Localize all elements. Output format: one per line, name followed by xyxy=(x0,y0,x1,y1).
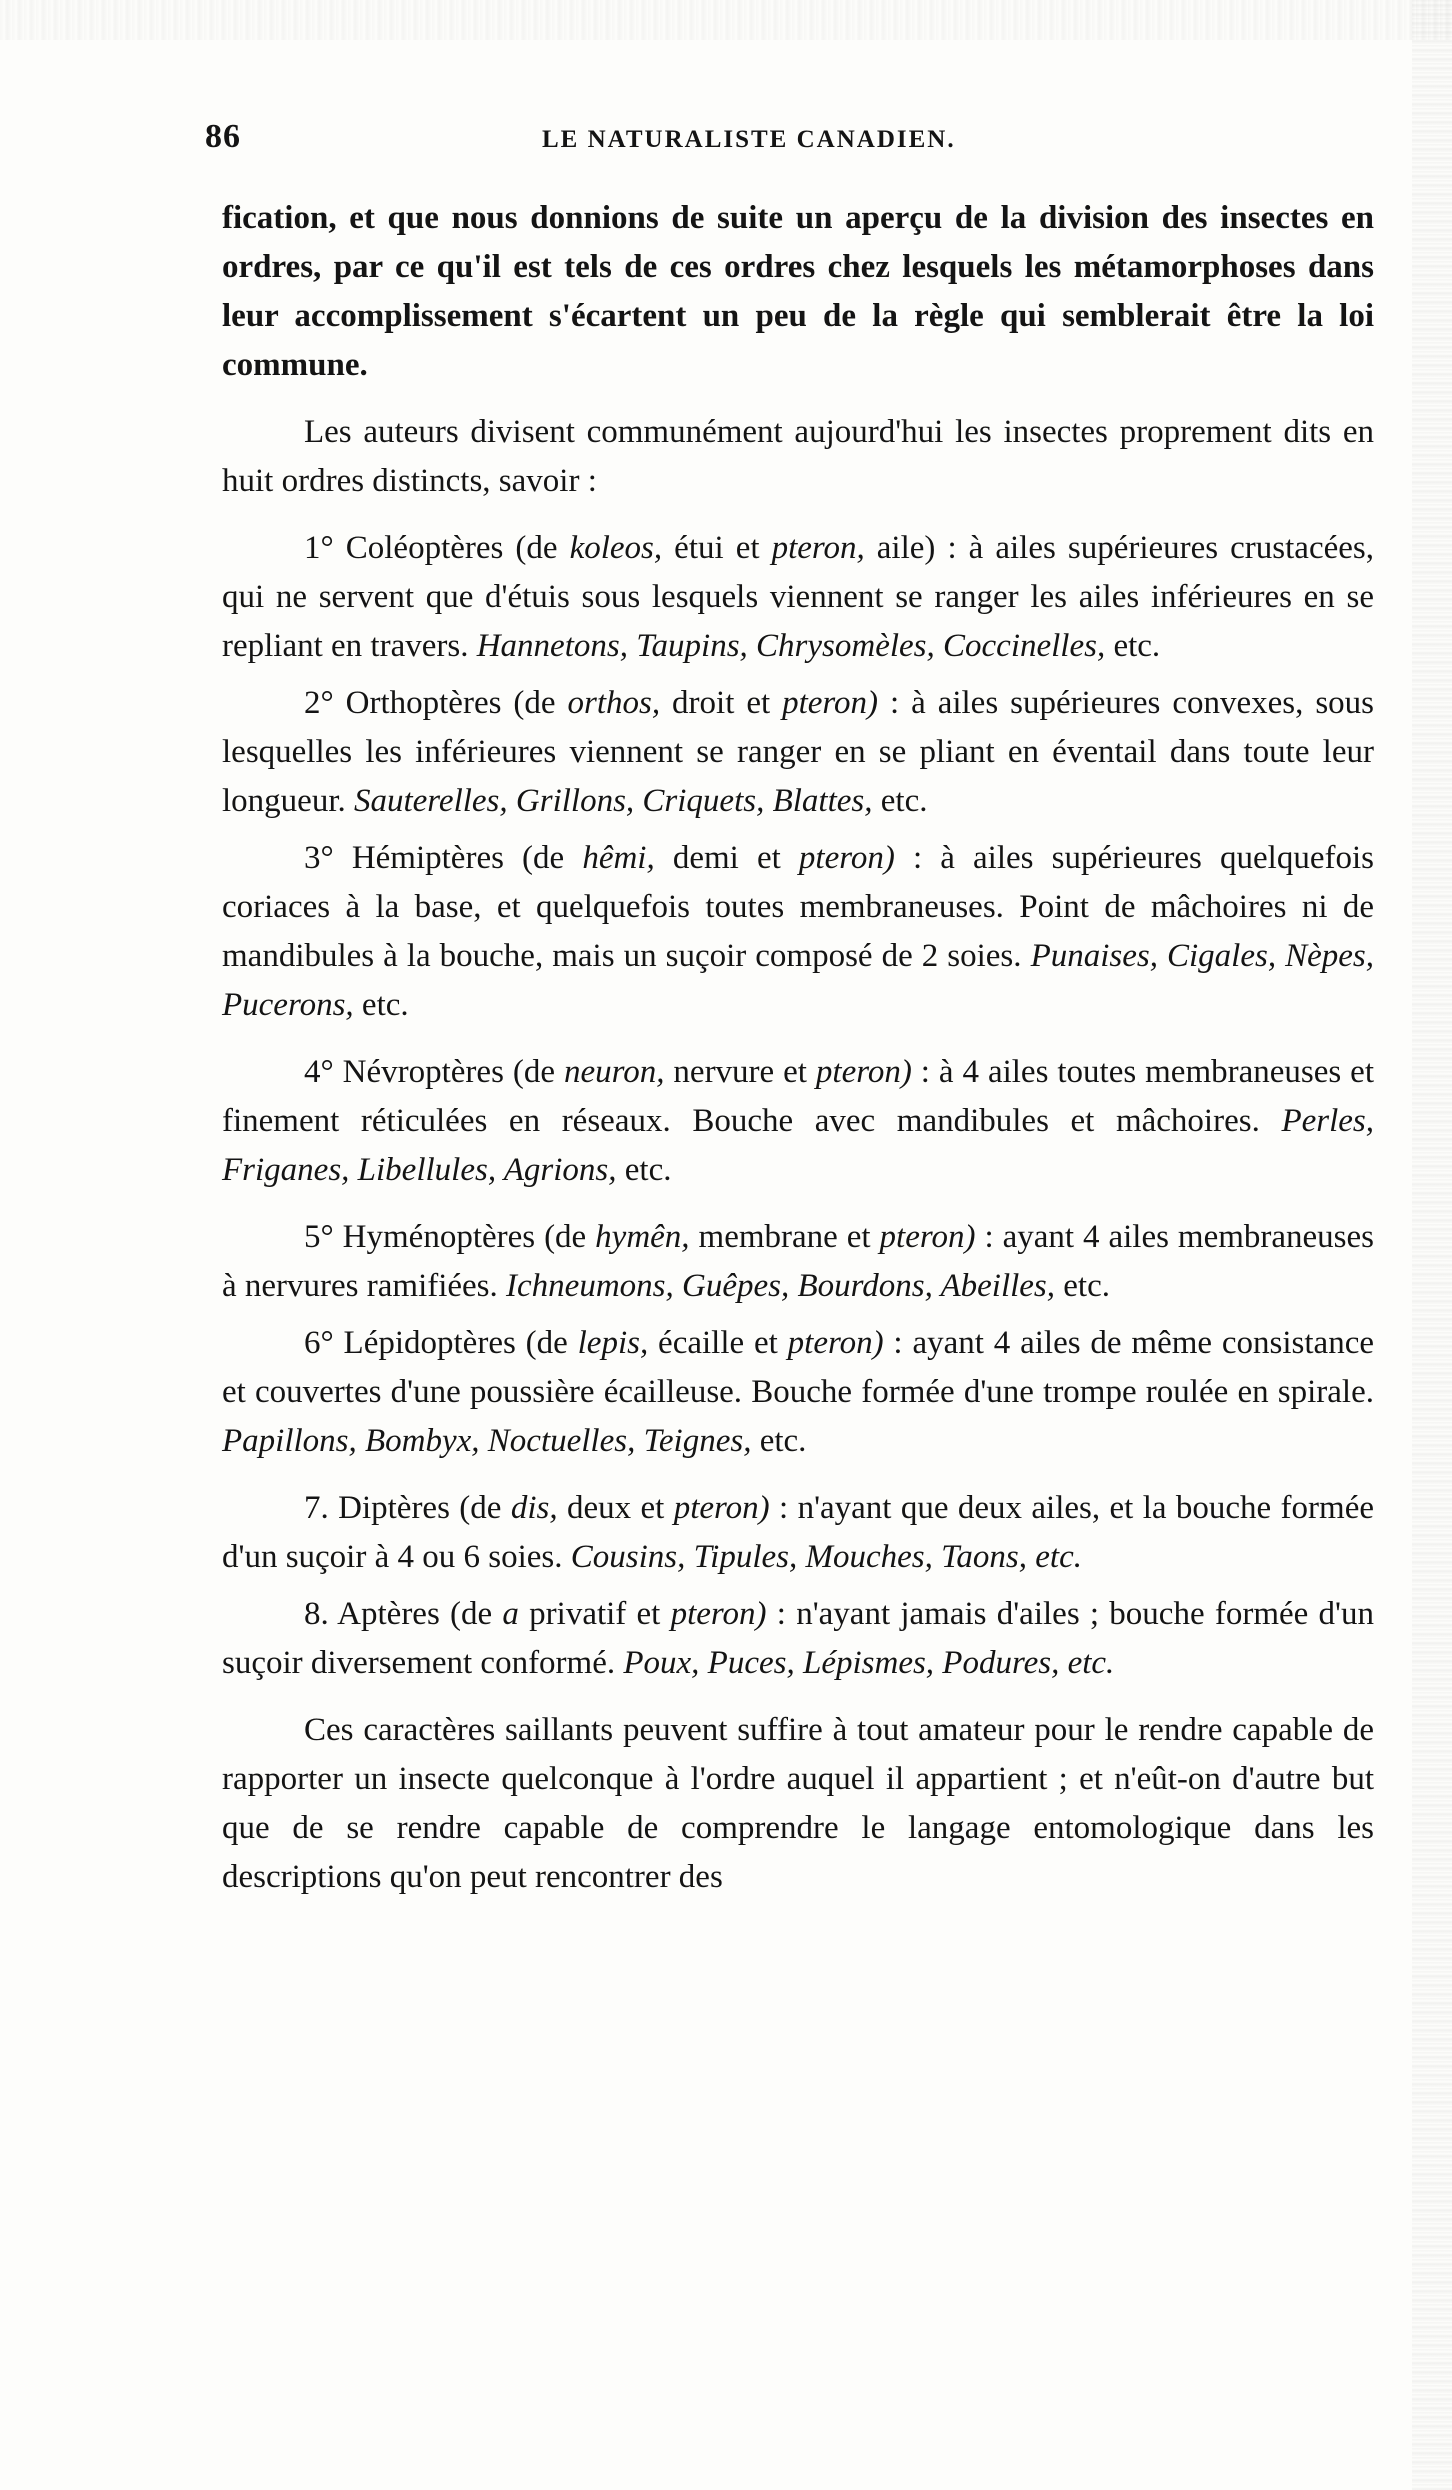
examples: Poux, Puces, Lépismes, Podures, etc. xyxy=(623,1645,1115,1681)
etymology-word: dis, xyxy=(510,1490,558,1526)
etymology-word: pteron, xyxy=(771,530,865,566)
page-body xyxy=(222,194,1374,1902)
etymology-word: hymên, xyxy=(595,1219,690,1255)
list-item-order-1: 1° Coléoptères (de koleos, étui et pteron, aile) : à ailes supérieures crustacées, qui ne servent que d'étuis sous lesquels viennent se ranger les ailes inférieures en se repliant en travers. Hannetons, Taupins, Chrysomèles, Coccinelles, etc. xyxy=(222,530,1374,664)
order-number: 3° xyxy=(304,840,334,876)
etymology-word: koleos, xyxy=(569,530,663,566)
examples: Papillons, Bombyx, Noctuelles, Teignes, xyxy=(222,1423,752,1459)
etymology-word: pteron) xyxy=(787,1325,884,1361)
etymology-word: pteron) xyxy=(670,1596,767,1632)
list-item-order-2: 2° Orthoptères (de orthos, droit et pteron) : à ailes supérieures convexes, sous lesquelles les inférieures viennent se ranger en se pliant en éventail dans toute leur longueur. Sauterelles, Grillons, Criquets, Blattes, etc. xyxy=(222,685,1375,819)
order-number: 2° xyxy=(304,685,334,721)
order-number: 6° xyxy=(304,1325,334,1361)
order-number: 7. xyxy=(304,1490,329,1526)
etymology-word: orthos, xyxy=(567,685,661,721)
etymology-word: pteron) xyxy=(782,685,879,721)
examples: Hannetons, Taupins, Chrysomèles, Coccinelles, xyxy=(476,628,1106,664)
examples: Cousins, Tipules, Mouches, Taons, etc. xyxy=(570,1539,1082,1575)
etymology-word: pteron) xyxy=(798,840,895,876)
paragraph-intro: Les auteurs divisent communément aujourd'hui les insectes proprement dits en huit ordres distincts, savoir : xyxy=(222,414,1374,499)
list-item-order-8: 8. Aptères (de a privatif et pteron) : n'ayant jamais d'ailes ; bouche formée d'un suçoir diversement conformé. Poux, Puces, Lépismes, Podures, etc. xyxy=(222,1596,1374,1681)
paragraph-continuation: fication, et que nous donnions de suite un aperçu de la division des insectes en ordres, par ce qu'il est tels de ces ordres chez lesquels les métamorphoses dans leur accomplissement s'écartent un peu de la règle qui semblerait être la loi commune. xyxy=(222,200,1374,383)
scan-edge-top xyxy=(0,0,1452,40)
examples: Sauterelles, Grillons, Criquets, Blattes, xyxy=(353,783,873,819)
etymology-word: pteron) xyxy=(879,1219,976,1255)
examples: Perles, Friganes, Libellules, Agrions, xyxy=(222,1103,1374,1188)
scan-edge-right xyxy=(1412,0,1452,2490)
etymology-word: hêmi, xyxy=(582,840,655,876)
order-number: 1° xyxy=(304,530,334,566)
examples: Punaises, Cigales, Nèpes, Pucerons, xyxy=(222,938,1374,1023)
order-number: 5° xyxy=(304,1219,334,1255)
etymology-word: lepis, xyxy=(577,1325,649,1361)
order-number: 4° xyxy=(304,1054,334,1090)
examples: Ichneumons, Guêpes, Bourdons, Abeilles, xyxy=(506,1268,1056,1304)
page-number: 86 xyxy=(205,118,241,155)
list-item-order-5: 5° Hyménoptères (de hymên, membrane et pteron) : ayant 4 ailes membraneuses à nervures ramifiées. Ichneumons, Guêpes, Bourdons, Abeilles, etc. xyxy=(222,1219,1375,1304)
list-item-order-3: 3° Hémiptères (de hêmi, demi et pteron) : à ailes supérieures quelquefois coriaces à la base, et quelquefois toutes membraneuses. Point de mâchoires ni de mandibules à la bouche, mais un suçoir composé de 2 soies. Punaises, Cigales, Nèpes, Pucerons, etc. xyxy=(222,840,1374,1023)
etymology-word: a xyxy=(502,1596,519,1632)
etymology-word: pteron) xyxy=(815,1054,912,1090)
list-item-order-6: 6° Lépidoptères (de lepis, écaille et pteron) : ayant 4 ailes de même consistance et couvertes d'une poussière écailleuse. Bouche formée d'une trompe roulée en spirale. Papillons, Bombyx, Noctuelles, Teignes, etc. xyxy=(222,1325,1374,1459)
paragraph-closing: Ces caractères saillants peuvent suffire à tout amateur pour le rendre capable de rapporter un insecte quelconque à l'ordre auquel il appartient ; et n'eût-on d'autre but que de se rendre capable de comprendre le langage entomologique dans les descriptions qu'on peut rencontrer des xyxy=(222,1712,1374,1895)
page-header xyxy=(205,118,1380,168)
list-item-order-4: 4° Névroptères (de neuron, nervure et pteron) : à 4 ailes toutes membraneuses et finement réticulées en réseaux. Bouche avec mandibules et mâchoires. Perles, Friganes, Libellules, Agrions, etc. xyxy=(222,1054,1375,1188)
etymology-word: pteron) xyxy=(673,1490,770,1526)
running-head: LE NATURALISTE CANADIEN. xyxy=(542,126,956,153)
order-number: 8. xyxy=(304,1596,329,1632)
etymology-word: neuron, xyxy=(563,1054,665,1090)
list-item-order-7: 7. Diptères (de dis, deux et pteron) : n'ayant que deux ailes, et la bouche formée d'un suçoir à 4 ou 6 soies. Cousins, Tipules, Mouches, Taons, etc. xyxy=(222,1490,1375,1575)
